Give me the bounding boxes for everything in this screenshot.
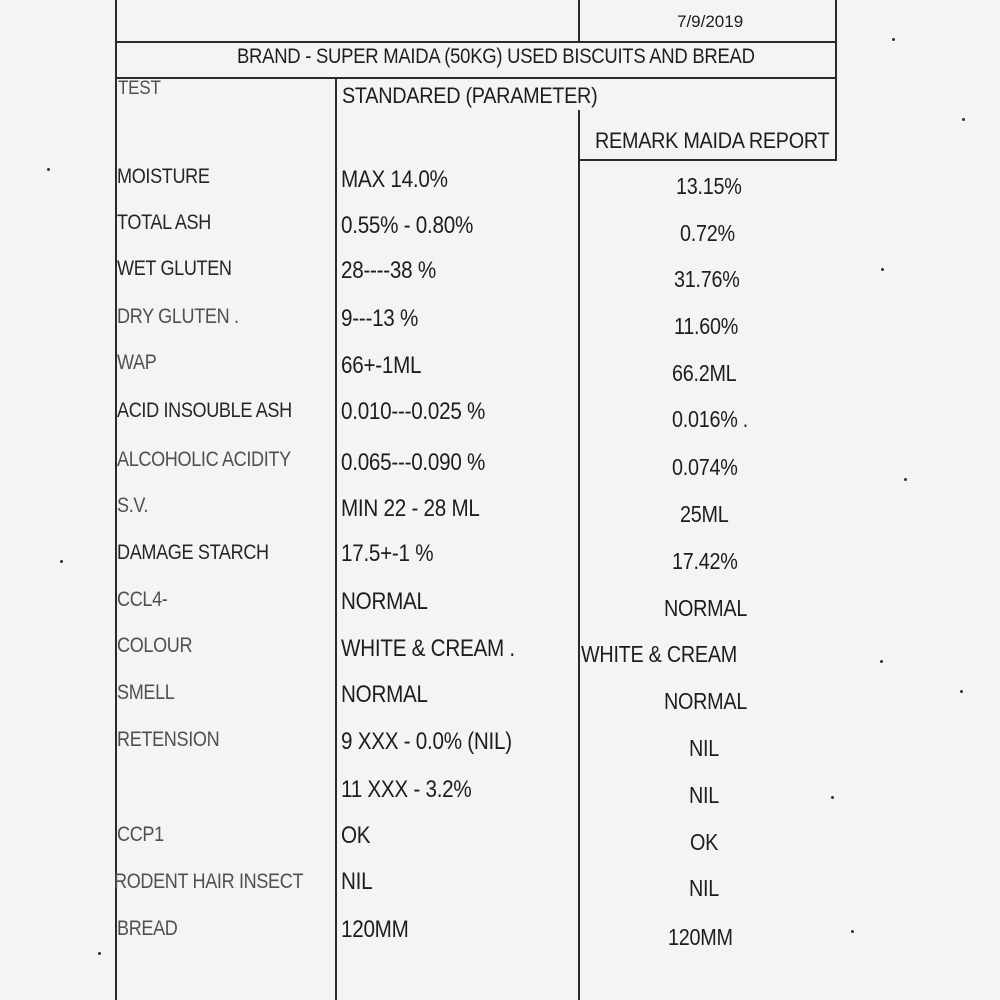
test-name: TOTAL ASH xyxy=(117,211,211,234)
scan-speck xyxy=(892,38,895,41)
scan-speck xyxy=(60,560,63,563)
remark-value: 31.76% xyxy=(674,266,740,292)
scan-speck xyxy=(880,660,883,663)
standard-value: OK xyxy=(341,822,371,849)
remark-value: NIL xyxy=(689,875,720,901)
remark-value: 11.60% xyxy=(674,313,739,339)
report-date: 7/9/2019 xyxy=(677,12,744,31)
remark-value: OK xyxy=(690,829,719,855)
test-name: DRY GLUTEN . xyxy=(117,305,239,328)
standard-value: 0.010---0.025 % xyxy=(341,398,486,425)
remark-value: 17.42% xyxy=(672,548,738,574)
standard-value: NORMAL xyxy=(341,588,428,615)
remark-value: 66.2ML xyxy=(672,360,737,386)
scan-speck xyxy=(98,952,101,955)
scan-speck xyxy=(831,796,834,799)
report-title: BRAND - SUPER MAIDA (50KG) USED BISCUITS AND BREAD xyxy=(237,45,755,68)
standard-value: 28----38 % xyxy=(341,257,436,284)
column-divider-standard xyxy=(335,78,337,1000)
column-header-remark: REMARK MAIDA REPORT xyxy=(595,128,830,153)
remark-value: 0.016% . xyxy=(672,406,749,432)
column-divider-remark xyxy=(578,0,580,42)
test-name: RODENT HAIR INSECT xyxy=(114,870,304,893)
remark-value: 0.074% xyxy=(672,454,738,480)
standard-value: MIN 22 - 28 ML xyxy=(341,495,480,522)
test-name: RETENSION xyxy=(117,728,220,751)
scan-speck xyxy=(47,168,50,171)
scan-speck xyxy=(960,690,963,693)
scan-speck xyxy=(904,478,907,481)
scan-speck xyxy=(881,268,884,271)
test-name: CCL4- xyxy=(117,588,168,611)
remark-value: 0.72% xyxy=(680,220,735,246)
standard-value: 0.55% - 0.80% xyxy=(341,212,474,239)
standard-value: 11 XXX - 3.2% xyxy=(341,776,472,803)
scan-speck xyxy=(851,930,854,933)
remark-value: NIL xyxy=(689,782,720,808)
scan-speck xyxy=(962,118,965,121)
remark-value: NIL xyxy=(689,735,720,761)
table-border-right xyxy=(835,0,837,160)
standard-value: 0.065---0.090 % xyxy=(341,449,486,476)
test-name: ACID INSOUBLE ASH xyxy=(117,399,292,422)
remark-value: 25ML xyxy=(680,501,729,527)
test-name: S.V. xyxy=(117,494,149,517)
standard-value: 120MM xyxy=(341,916,409,943)
standard-value: 66+-1ML xyxy=(341,352,422,379)
test-name: DAMAGE STARCH xyxy=(117,541,269,564)
test-name: CCP1 xyxy=(117,823,164,846)
remark-value: 13.15% xyxy=(676,173,742,199)
standard-value: 9---13 % xyxy=(341,305,419,332)
test-name: WAP xyxy=(117,351,157,374)
remark-value: NORMAL xyxy=(664,595,748,621)
remark-value: WHITE & CREAM xyxy=(581,641,737,667)
test-name: SMELL xyxy=(117,681,175,704)
standard-value: WHITE & CREAM . xyxy=(341,635,515,662)
test-name: COLOUR xyxy=(117,634,193,657)
column-divider-remark-lower xyxy=(578,110,580,1000)
test-name: WET GLUTEN xyxy=(117,257,232,280)
standard-value: MAX 14.0% xyxy=(341,166,448,193)
column-header-test: TEST xyxy=(118,78,161,99)
standard-value: NIL xyxy=(341,868,373,895)
column-header-standard: STANDARED (PARAMETER) xyxy=(342,83,598,108)
remark-value: 120MM xyxy=(668,924,733,950)
test-name: BREAD xyxy=(117,917,178,940)
standard-value: 17.5+-1 % xyxy=(341,540,434,567)
header-rule-title xyxy=(115,77,837,79)
remark-value: NORMAL xyxy=(664,688,748,714)
header-rule-remark xyxy=(578,159,837,161)
test-name: MOISTURE xyxy=(117,165,210,188)
test-name: ALCOHOLIC ACIDITY xyxy=(117,448,291,471)
header-rule-top xyxy=(115,41,837,43)
standard-value: 9 XXX - 0.0% (NIL) xyxy=(341,728,512,755)
standard-value: NORMAL xyxy=(341,681,428,708)
